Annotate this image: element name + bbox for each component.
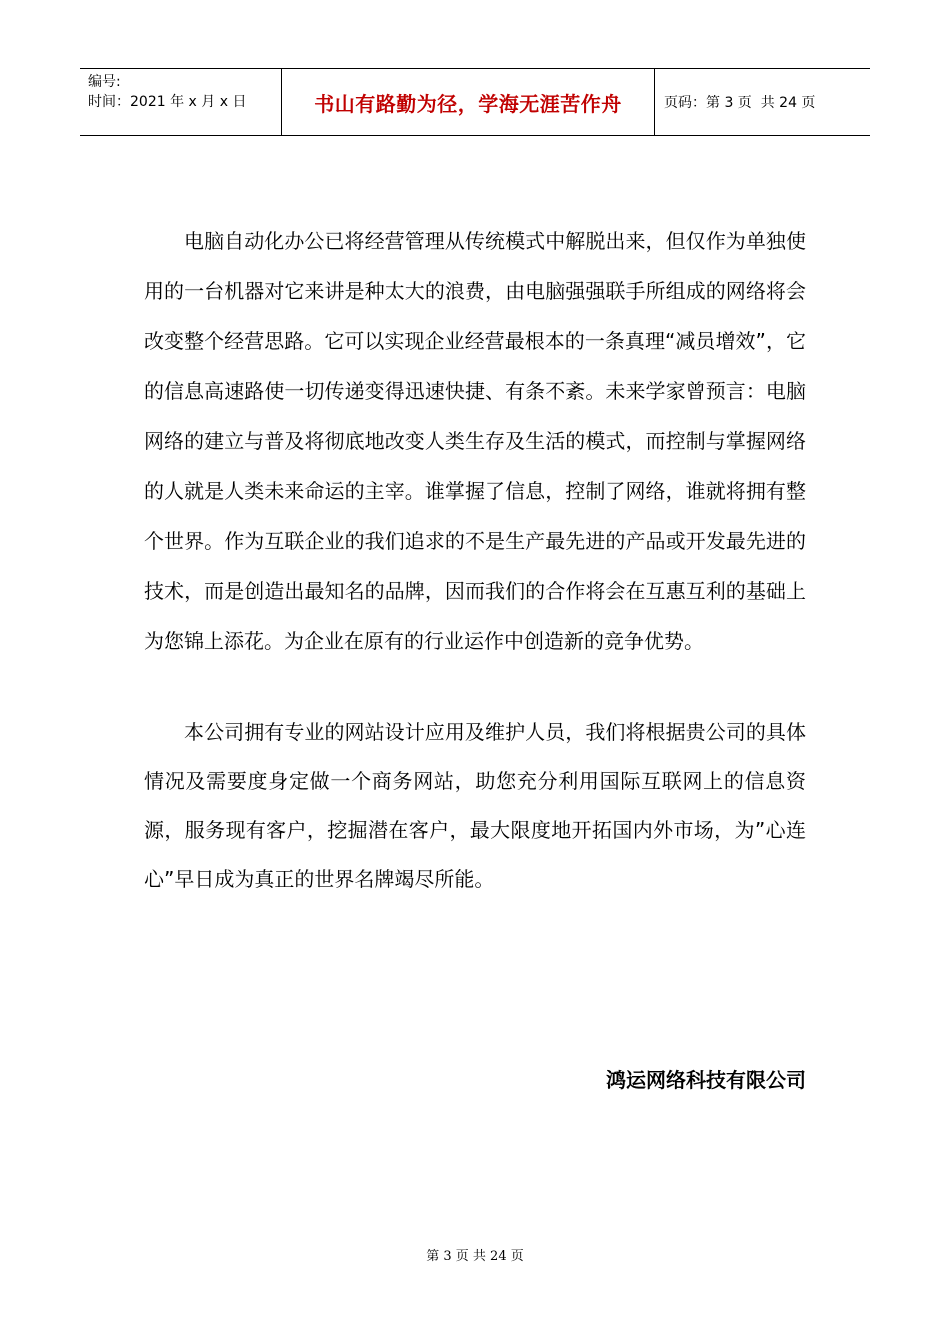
number-label: 编号: — [88, 74, 121, 90]
header-motto: 书山有路勤为径，学海无涯苦作舟 — [314, 91, 622, 116]
header-divider — [654, 69, 655, 135]
document-body — [144, 216, 806, 904]
header-meta — [88, 72, 278, 112]
paragraph-spacer — [144, 666, 806, 708]
body-paragraph-1: 电脑自动化办公已将经营管理从传统模式中解脱出来，但仅作为单独使用的一台机器对它来讲是种太大的浪费，由电脑强强联手所组成的网络将会改变整个经营思路。它可以实现企业经营最根本的一条真理“减员增效”，它的信息高速路使一切传递变得迅速快捷、有条不紊。未来学家曾预言：电脑网络的建立与普及将彻底地改变人类生存及生活的模式，而控制与掌握网络的人就是人类未来命运的主宰。谁掌握了信息，控制了网络，谁就将拥有整个世界。作为互联企业的我们追求的不是生产最先进的产品或开发最先进的技术，而是创造出最知名的品牌，因而我们的合作将会在互惠互利的基础上为您锦上添花。为企业在原有的行业运作中创造新的竞争优势。 — [144, 229, 806, 653]
page-footer: 第 3 页 共 24 页 — [426, 1249, 524, 1264]
time-label: 时间：2021 年 x 月 x 日 — [88, 94, 247, 110]
body-paragraph-2: 本公司拥有专业的网站设计应用及维护人员，我们将根据贵公司的具体情况及需要度身定做一个商务网站，助您充分利用国际互联网上的信息资源，服务现有客户，挖掘潜在客户，最大限度地开拓国内外市场，为”心连心”早日成为真正的世界名牌竭尽所能。 — [144, 720, 806, 891]
company-signature: 鸿运网络科技有限公司 — [606, 1068, 806, 1092]
header-page-info: 页码：第 3 页 共 24 页 — [664, 95, 816, 111]
document-header — [80, 68, 870, 136]
